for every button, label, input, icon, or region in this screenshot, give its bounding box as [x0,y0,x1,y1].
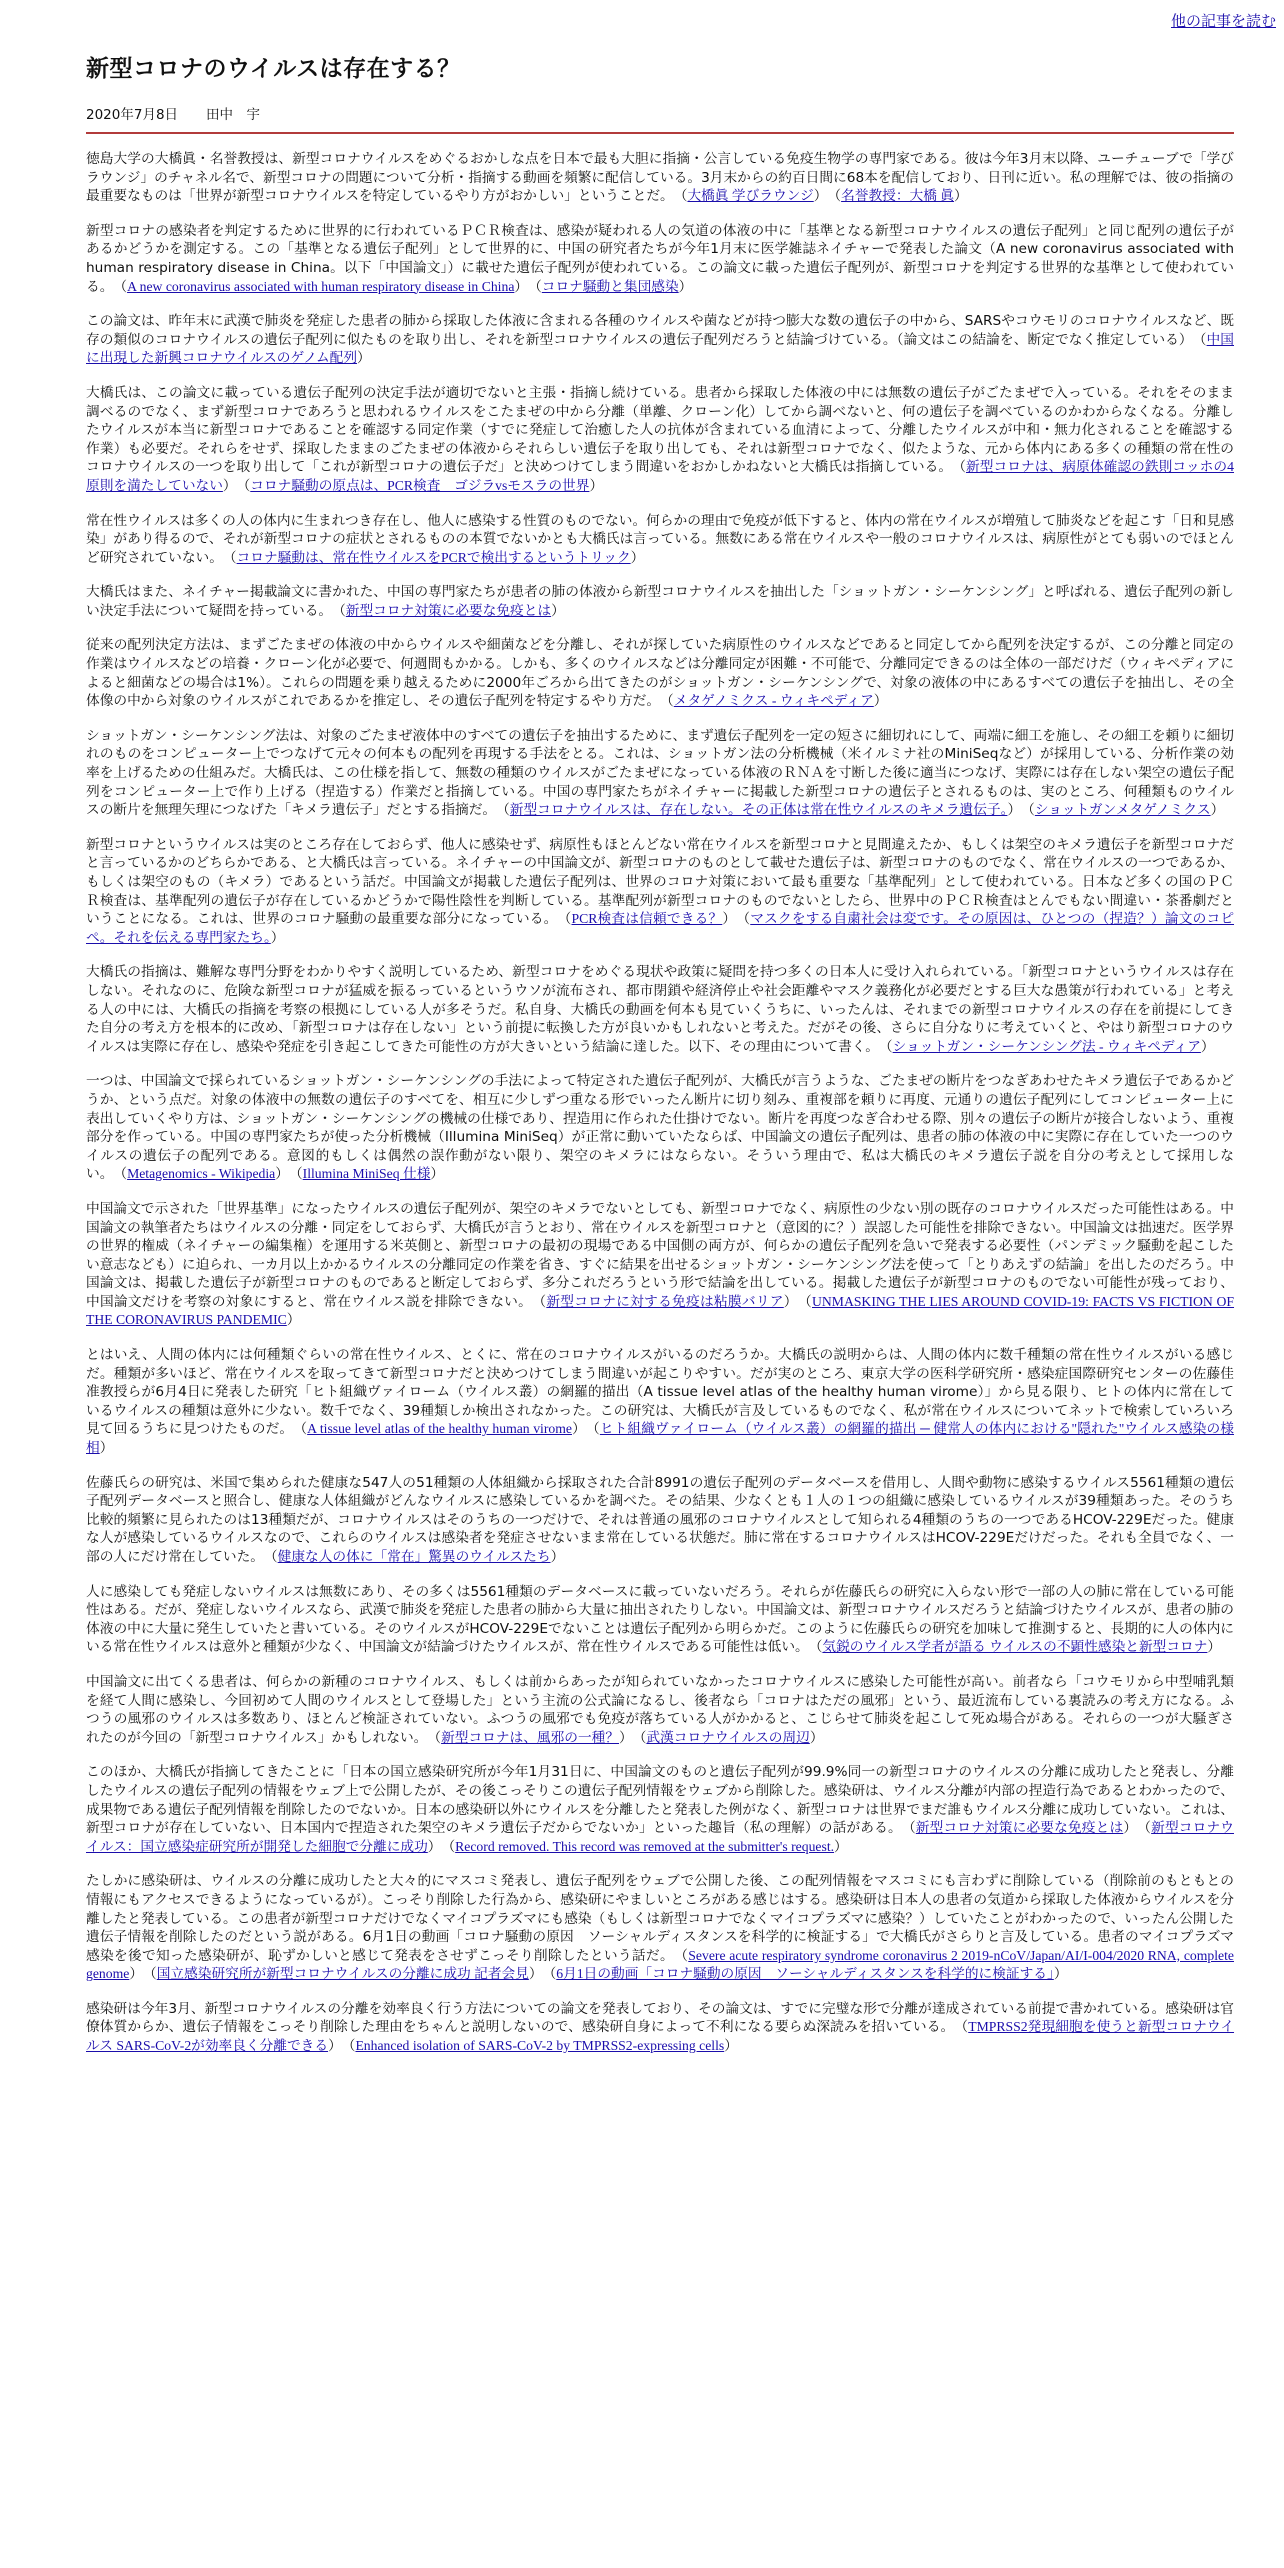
link-bracket-close: ） [550,1549,565,1565]
link-bracket-open: （ [489,802,510,819]
link-bracket-open: （ [579,1421,600,1438]
reference-link[interactable]: 新型コロナ対策に必要な免疫とは [915,1820,1124,1836]
link-bracket-close: ） [270,929,285,946]
paragraph-text: 佐藤氏らの研究は、米国で集められた健康な547人の51種類の人体組織から採取された合計8991の遺伝子配列のデータベースを借用し、人間や動物に感染するウイルス5561種類の遺伝子配列データベースと照合し、健康な人体組織がどんなウイルスに感染しているかを調べた。その結果、少なくとも１人の１つの組織に感染しているウイルスが39種類あった。そのうち比較的頻繁に見られたのは13種類だが、コロナウイルスはそのうちの一つだけで、それは普通の風邪のコロナウイルスとして知られる4種類のうちの一つであるHCOV-229Eだった。健康な人が感染しているウイルスなので、これらのウイルスは感染者を発症させないまま常在している状態だ。肺に常在するコロナウイルスはHCOV-229Eだけだった。それも全員でなく、一部の人にだけ常在していた。 [86,1474,1234,1565]
link-bracket-close: ） [430,1166,445,1183]
paragraph-text: 従来の配列決定方法は、まずごたまぜの体液の中からウイルスや細菌などを分離し、それが探していた病原性のウイルスなどであると同定してから配列を決定するが、この分離と同定の作業はウイルスなどの培養・クローン化が必要で、何週間もかかる。しかも、多くのウイルスなどは分離同定が困難・不可能で、分離同定できるのは全体の一部だけだ（ウィキペディアによると細菌などの場合は1%）。これらの問題を乗り越えるために2000年ごろから出てきたのがショットガン・シーケンシングで、対象の液体の中にあるすべての遺伝子を抽出し、その全体像の中から対象のウイルスがこれであるかを推定し、その遺伝子配列を特定するやり方だ。 [86,637,1234,710]
article-paragraph [86,384,1234,496]
reference-link[interactable]: 新型コロナウイルスは、存在しない。その正体は常在性ウイルスのキメラ遺伝子。 [509,802,1008,818]
link-bracket-open: （ [229,477,251,494]
reference-link[interactable]: 新型コロナに対する免疫は粘膜バリア [546,1293,784,1309]
link-bracket-open: （ [434,1838,456,1855]
reference-link[interactable]: メタゲノミクス - ウィキペディア [673,693,874,709]
reference-link[interactable]: Record removed. This record was removed at the submitter's request. [455,1838,835,1854]
link-bracket-close: ） [834,1838,848,1855]
link-bracket-close: ） [1053,1966,1068,1983]
reference-link[interactable]: 新型コロナ対策に必要な免疫とは [345,602,552,618]
article-paragraph [86,1763,1234,1856]
link-bracket-open: （ [667,1947,689,1964]
article-paragraph [86,963,1234,1056]
link-bracket-open: （ [550,911,572,928]
paragraph-text: 一つは、中国論文で採られているショットガン・シーケンシングの手法によって特定された遺伝子配列が、大橋氏が言うような、ごたまぜの断片をつなぎあわせたキメラ遺伝子であるかどうか、という点だ。対象の体液中の無数の遺伝子のすべてを、相互に少しずつ重なる形でいったん断片に切り刻み、重複部を頼りに再度、元通りの遺伝子配列にしてコンピューター上に表出していくやり方は、ショットガン・シーケンシングの機械の仕様であり、捏造用に作られた仕掛けでない。断片を再度つなぎ合わせる際、別々の遺伝子の断片が接合しないよう、重複部分を作っている。中国の専門家たちが使った分析機械（Illumina MiniSeq）が正常に動いていたならば、中国論文の遺伝子配列は、患者の肺の体液の中に実際に存在していた一つのウイルスの遺伝子の配列である。意図的もしくは偶然の誤作動がない限り、架空のキメラにはならない。そういう理由で、私は大橋氏のキメラ遺伝子説を自分の考えとして採用しない。 [86,1073,1234,1183]
link-bracket-close: ） [571,1421,580,1438]
link-bracket-open: （ [1185,331,1207,348]
link-bracket-open: （ [535,1966,557,1983]
article-paragraph [86,512,1234,568]
link-bracket-open: （ [525,1293,547,1310]
link-bracket-open: （ [625,1729,647,1746]
link-bracket-close: ） [589,477,604,494]
reference-link[interactable]: コロナ騒動と集団感染 [541,278,679,294]
paragraph-text: ショットガン・シーケンシング法は、対象のごたまぜ液体中のすべての遺伝子を抽出するために、まず遺伝子配列を一定の短さに細切れにして、両端に細工を施し、その細工を頼りに細切れのものをコンピューター上でつなげて元々の何本もの配列を再現する手法をとる。これは、ショットガン法の分析機械（米イルミナ社のMiniSeqなど）が採用している、分析作業の効率を上げるための仕組みだ。大橋氏は、この仕様を指して、無数の種類のウイルスがごたまぜになっている体液のＲＮＡを寸断した後に適当につなげ、実際には存在しない架空の遺伝子配列をコンピューター上で作り上げる（捏造する）作業だと指摘している。中国の専門家たちがネイチャーに掲載した新型コロナの遺伝子とされるものは、実のところ、何種類ものウイルスの断片を無理矢理につなげた「キメラ遺伝子」だとする指摘だ。 [86,727,1234,819]
link-bracket-close: ） [1123,1820,1131,1837]
paragraph-text: このほか、大橋氏が指摘してきたことに「日本の国立感染研究所が今年1月31日に、中国論文のものと遺伝子配列が99.9%同一の新型コロナのウイルスの分離に成功したと発表し、分離したウイルスの遺伝子配列の情報をウェブ上で公開したが、その後こっそりこの遺伝子配列情報をウェブから削除した。感染研は、ウイルス分離が内部の捏造行為であるとわかったので、成果物である遺伝子配列情報を削除したのでないか。日本の感染研以外にウイルスを分離したと発表した例がなく、新型コロナは世界でまだ誰もウイルス分離に成功していない。これは、新型コロナが存在していない、日本国内で捏造された架空のキメラ遺伝子だからでないか」といった趣旨（私の理解）の話がある。 [86,1764,1234,1837]
reference-link[interactable]: A tissue level atlas of the healthy human virome [307,1421,572,1437]
link-bracket-close: ） [328,2038,335,2055]
link-bracket-open: （ [282,1166,303,1183]
link-bracket-open: （ [801,1639,823,1656]
article-paragraph [86,1072,1234,1184]
paragraph-text: たしかに感染研は、ウイルスの分離に成功したと大々的にマスコミ発表し、遺伝子配列をウェブで公開した後、この配列情報をマスコミにも言わずに削除している（削除前のもともとの情報にもアクセスできるようになっているが）。こっそり削除した行為から、感染研にやましいところがある感じはする。感染研は日本人の患者の気道から採取した体液からウイルスを分離したと発表している。この患者が新型コロナだけでなくマイコプラズマにも感染（もしくは新型コロナでなくマイコプラズマに感染？）していたことがわかったので、いったん公開した遺伝子情報を削除したのだという説がある。6月1日の動画「コロナ騒動の原因 ソーシャルディスタンスを科学的に検証する」で大橋氏がさらりと言及している。患者のマイコプラズマ感染を後で知った感染研が、恥ずかしいと感じて発表をさせずこっそり削除したという話だ。 [86,1873,1234,1964]
link-bracket-close: ） [1007,802,1015,819]
link-bracket-open: （ [286,1421,308,1438]
link-bracket-close: ） [619,1729,626,1746]
article-paragraph [86,1346,1234,1458]
reference-link[interactable]: A new coronavirus associated with human respiratory disease in China [127,278,515,294]
paragraph-text: 新型コロナというウイルスは実のところ存在しておらず、他人に感染せず、病原性もほとんどない常在ウイルスを新型コロナと見間違えたか、もしくは架空のキメラ遺伝子を新型コロナだと言っているかのどちらかである、と大橋氏は言っている。ネイチャーの中国論文が、新型コロナのものとして載せた遺伝子は、新型コロナのものでなく、常在ウイルスの一つであるか、もしくは架空のもの（キメラ）であるという話だ。中国論文が掲載した遺伝子配列は、世界のコロナ対策において最も重要な「基準配列」として使われている。日本など多くの国のＰＣＲ検査は、基準配列の遺伝子が存在しているかどうかで陽性陰性を判断している。基準配列が新型コロナのものでないとしたら、世界中のＰＣＲ検査はとんでもない間違い・茶番劇だということになる。これは、世界のコロナ騒動の最重要な部分になっている。 [86,836,1234,928]
link-bracket-open: （ [334,2038,356,2055]
reference-link[interactable]: 大橋眞 学びラウンジ [687,188,814,204]
link-bracket-open: （ [1014,802,1035,819]
article-paragraph [86,836,1234,948]
link-bracket-close: ） [286,1312,301,1329]
article-paragraph [86,150,1234,206]
link-bracket-open: （ [257,1549,278,1565]
other-articles-link[interactable]: 他の記事を読む [1170,12,1276,30]
link-bracket-close: ） [275,1166,283,1183]
link-bracket-close: ） [809,1729,824,1746]
link-bracket-open: （ [106,278,128,295]
paragraph-text: 大橋氏はまた、ネイチャー掲載論文に書かれた、中国の専門家たちが患者の肺の体液から新型コロナウイルスを抽出した「ショットガン・シーケンシング」と呼ばれる、遺伝子配列の新しい決定手法について疑問を持っている。 [86,584,1234,619]
reference-link[interactable]: UNMASKING THE LIES AROUND COVID-19: FACTS VS FICTION OF THE CORONAVIRUS PANDEMIC [86,1293,1235,1328]
reference-link[interactable]: TMPRSS2発現細胞を使うと新型コロナウイルス SARS-CoV-2が効率良く分離できる [86,2019,1235,2054]
reference-link[interactable]: 名誉教授：大橋 眞 [841,188,955,204]
link-bracket-close: ） [129,1966,137,1983]
link-bracket-open: （ [820,188,842,205]
link-bracket-close: ） [873,693,888,710]
article-paragraph [86,222,1234,296]
link-bracket-close: ） [724,2038,738,2055]
paragraph-text: 徳島大学の大橋眞・名誉教授は、新型コロナウイルスをめぐるおかしな点を日本で最も大胆に指摘・公言している免疫生物学の専門家である。彼は今年3月末以降、ユーチューブで「学びラウンジ」のチャネル名で、新型コロナの問題について分析・指摘する動画を頻繁に配信している。3月末からの約百日間に68本を配信しており、日刊に近い。私の理解では、彼の指摘の最重要なものは「世界が新型コロナウイルスを特定しているやり方がおかしい」ということだ。 [86,151,1234,205]
byline [86,103,1234,134]
reference-link[interactable]: マスクをする自粛社会は変です。その原因は、ひとつの（捏造？）論文のコピペ。それを伝える専門家たち。 [86,911,1235,945]
paragraph-text: 大橋氏の指摘は、難解な専門分野をわかりやすく説明しているため、新型コロナをめぐる現状や政策に疑問を持つ多くの日本人に受け入れられている。「新型コロナというウイルスは存在しない。それなのに、危険な新型コロナが猛威を振るっているというウソが流布され、都市閉鎖や経済停止や社会距離やマスク義務化が必要だとする巨大な愚策が行われている」と考える人の中には、大橋氏の指摘を考察の根拠にしている人が多そうだ。私自身、大橋氏の動画を何本も見ていくうちに、いったんは、それまでの新型コロナウイルスの存在を前提にしてきた自分の考え方を根本的に改め、「新型コロナは存在しない」という前提に転換した方が良いかもしれないと考えた。だがその後、さらに自分なりに考えていくと、やはり新型コロナのウイルスは実際に存在し、感染や発症を引き起こしてきた可能性の方が大きいという結論に達した。以下、その理由について書く。 [86,964,1234,1055]
reference-link[interactable]: PCR検査は信頼できる？ [571,911,723,927]
reference-link[interactable]: ヒト組織ヴァイローム（ウイルス叢）の網羅的描出 ─ 健常人の体内における"隠れた"ウイルス感染の様相 [86,1421,1234,1456]
link-bracket-open: （ [325,602,346,619]
article-paragraph [86,1474,1234,1567]
article-paragraph [86,1872,1234,1984]
reference-link[interactable]: Severe acute respiratory syndrome coronavirus 2 2019-nCoV/Japan/AI/I-004/2020 RNA, complete genome [86,1947,1234,1982]
article-body [86,150,1234,2056]
link-bracket-open: （ [729,911,751,928]
paragraph-text: 新型コロナの感染者を判定するために世界的に行われているＰＣＲ検査は、感染が疑われる人の気道の体液の中に「基準となる新型コロナウイルスの遺伝子配列」と同じ配列の遺伝子があるかどうかを測定する。この「基準となる遺伝子配列」として世界的に、中国の研究者たちが今年1月末に医学雑誌ネイチャーで発表した論文（A new coronavirus associated with human respiratory disease in China。以下「中国論文」）に載せた遺伝子配列が使われている。この論文に載った遺伝子配列が、新型コロナを判定する世界的な基準として使われている。 [86,222,1234,295]
article-paragraph [86,2000,1234,2056]
reference-link[interactable]: Illumina MiniSeq 仕様 [302,1166,431,1182]
reference-link[interactable]: Metagenomics - Wikipedia [127,1166,276,1182]
article-paragraph [86,312,1234,368]
reference-link[interactable]: 健康な人の体に「常在」驚異のウイルスたち [277,1549,551,1564]
reference-link[interactable]: 中国に出現した新興コロナウイルスのゲノム配列 [86,331,1234,366]
paragraph-text: この論文は、昨年末に武漢で肺炎を発症した患者の肺から採取した体液に含まれる各種のウイルスや菌などが持つ膨大な数の遺伝子の中から、SARSやコウモリのコロナウイルスなど、既存の類似のコロナウイルスの遺伝子配列に似たものを取り出し、それを新型コロナウイルスの遺伝子配列だろうと結論づけている。（論文はこの結論を、断定でなく推定している） [86,313,1234,348]
reference-link[interactable]: 新型コロナは、風邪の一種？ [441,1729,620,1745]
link-bracket-open: （ [894,1820,916,1837]
link-bracket-close: ） [551,602,565,619]
link-bracket-close: ） [954,188,968,205]
link-bracket-close: ） [722,911,730,928]
link-bracket-open: （ [947,2019,969,2036]
reference-link[interactable]: 新型コロナウイルス：国立感染症研究所が開発した細胞で分離に成功 [86,1820,1234,1854]
reference-link[interactable]: 新型コロナは、病原体確認の鉄則コッホの4原則を満たしていない [86,459,1234,493]
reference-link[interactable]: ショットガン・シーケンシング法 - ウィキペディア [892,1038,1201,1054]
link-bracket-close: ） [99,1440,114,1457]
paragraph-text: 中国論文で示された「世界基準」になったウイルスの遺伝子配列が、架空のキメラでないとしても、新型コロナでなく、病原性の少ない別の既存のコロナウイルスだった可能性はある。中国論文の執筆者たちはウイルスの分離・同定をしておらず、大橋氏が言うとおり、常在ウイルスを新型コロナと（意図的に？）誤認した可能性を排除できない。中国論文は拙速だ。医学界の世界的権威（ネイチャーの編集権）を運用する米英側と、新型コロナの最初の現場である中国側の両方が、何らかの遺伝子配列を急いで発表する必要性（パンデミック騒動を起こしたい意志なども）に迫られ、一カ月以上かかるウイルスの分離同定の作業を省き、すぐに結果を出せるショットガン・シーケンシング法を使って「とりあえずの結論」を出したのだろう。中国論文は、掲載した遺伝子が新型コロナのものであると断定しておらず、多分これだろうという形で結論を出している。掲載した遺伝子が新型コロナのものでない可能性が残っており、中国論文だけを考察の対象にすると、常在ウイルス説を排除できない。 [86,1200,1234,1310]
article-paragraph [86,1673,1234,1747]
reference-link[interactable]: 気鋭のウイルス学者が語る ウイルスの不顕性感染と新型コロナ [822,1639,1208,1655]
link-bracket-close: ） [1200,1038,1215,1055]
link-bracket-close: ） [1207,1639,1222,1656]
link-bracket-open: （ [521,278,542,295]
article-author: 田中 宇 [206,107,261,123]
link-bracket-open: （ [790,1293,812,1310]
link-bracket-close: ） [1210,802,1225,819]
paragraph-text: 感染研は今年3月、新型コロナウイルスの分離を効率良く行う方法についての論文を発表しており、その論文は、すでに完璧な形で分離が達成されている前提で書かれている。感染研は官僚体質からか、遺伝子情報をこっそり削除した理由をちゃんと説明しないので、感染研自身によって不利になる要らぬ深読みを招いている。 [86,2000,1234,2036]
link-bracket-open: （ [106,1166,128,1183]
link-bracket-open: （ [945,459,966,476]
link-bracket-close: ） [813,188,821,205]
link-bracket-close: ） [528,1966,536,1983]
article [86,0,1234,2072]
reference-link[interactable]: コロナ騒動の原点は、PCR検査 ゴジラvsモスラの世界 [250,477,590,493]
reference-link[interactable]: 国立感染研究所が新型コロナウイルスの分離に成功 記者会見 [156,1966,529,1982]
article-paragraph [86,1583,1234,1657]
link-bracket-close: ） [783,1293,791,1310]
link-bracket-close: ） [222,477,230,494]
link-bracket-close: ） [357,350,371,367]
article-date: 2020年7月8日 [86,107,179,123]
paragraph-text: とはいえ、人間の体内には何種類ぐらいの常在性ウイルス、とくに、常在のコロナウイルスがいるのだろうか。大橋氏の説明からは、人間の体内に数千種類の常在性ウイルスがいる感じだ。種類が多いほど、常在ウイルスを取ってきて新型コロナだと決めつけてしまう間違いが起こりやすい。だが実のところ、東京大学の医科学研究所・感染症国際研究センターの佐藤佳准教授らが6月4日に発表した研究「ヒト組織ヴァイローム（ウイルス叢）の網羅的描出（A tissue level atlas of the healthy human virome）」から見る限り、ヒトの体内に常在しているウイルスの種類は意外に少ない。数千でなく、39種類しか検出されなかった。この研究は、大橋氏が言及しているものでなく、私が常在ウイルスについてネットで検索していろいろ見て回るうちに見つけたものだ。 [86,1347,1234,1438]
link-bracket-open: （ [666,188,688,205]
link-bracket-close: ） [678,278,693,295]
link-bracket-close: ） [630,549,645,566]
reference-link[interactable]: 6月1日の動画「コロナ騒動の原因 ソーシャルディスタンスを科学的に検証する」 [556,1966,1054,1982]
article-paragraph [86,636,1234,710]
link-bracket-open: （ [1130,1820,1152,1837]
link-bracket-close: ） [427,1838,435,1855]
paragraph-text: 人に感染しても発症しないウイルスは無数にあり、その多くは5561種類のデータベースに載っていないだろう。それらが佐藤氏らの研究に入らない形で一部の人の肺に常在している可能性はある。だが、発症しないウイルスなら、武漢で肺炎を発症した患者の肺から大量に抽出されたりしない。中国論文は、新型コロナウイルスだろうと結論づけたウイルスが、患者の肺の体液の中に大量に発生していたと書いている。そのウイルスがHCOV-229Eでないことは遺伝子配列から明らかだ。このように佐藤氏らの研究を加味して推測すると、長期的に人の体内にいる常在性ウイルスは意外と種類が少なく、中国論文が結論づけたウイルスが、常在性ウイルスである可能性は低い。 [86,1583,1234,1656]
link-bracket-open: （ [136,1966,157,1983]
reference-link[interactable]: 武漢コロナウイルスの周辺 [646,1729,810,1745]
article-paragraph [86,727,1234,820]
article-title: 新型コロナのウイルスは存在する？ [86,56,461,82]
paragraph-text: 中国論文に出てくる患者は、何らかの新種のコロナウイルス、もしくは前からあったが知られていなかったコロナウイルスに感染した可能性が高い。前者なら「コウモリから中型哺乳類を経て人間に感染し、今回初めて人間のウイルスとして登場した」という主流の公式論になるし、後者なら「コロナはただの風邪」という、最近流布している裏読みの考え方になる。ふつうの風邪のウイルスは多数あり、ほとんど検証されていない。ふつうの風邪でも免疫が落ちている人がかかると、こじらせて肺炎を起こして死ぬ場合がある。それらの一つが大騒ぎされたのが今回の「新型コロナウイルス」かもしれない。 [86,1673,1234,1746]
link-bracket-close: ） [514,278,522,295]
article-paragraph [86,1200,1234,1330]
link-bracket-open: （ [872,1038,893,1055]
reference-link[interactable]: コロナ騒動は、常在性ウイルスをPCRで検出するというトリック [236,549,631,565]
reference-link[interactable]: Enhanced isolation of SARS-CoV-2 by TMPRSS2-expressing cells [355,2038,725,2054]
paragraph-text: 常在性ウイルスは多くの人の体内に生まれつき存在し、他人に感染する性質のものでない。何らかの理由で免疫が低下すると、体内の常在ウイルスが増殖して肺炎などを起こす「日和見感染」があり得るので、それが新型コロナの症状とされるものの本質でないかとも大橋氏は言っている。無数にある常在ウイルスや一般のコロナウイルスは、病原性がとても弱いのでほとんど研究されていない。 [86,512,1234,566]
reference-link[interactable]: ショットガンメタゲノミクス [1034,802,1211,818]
link-bracket-open: （ [420,1729,442,1746]
paragraph-text: 大橋氏は、この論文に載っている遺伝子配列の決定手法が適切でないと主張・指摘し続けている。患者から採取した体液の中には無数の遺伝子がごたまぜで入っている。それをそのまま調べるのでなく、まず新型コロナであろうと思われるウイルスをこたまぜの中から分離（単離、クローン化）してから調べないと、何の遺伝子を調べているのかわからなくなる。分離したウイルスが本当に新型コロナであることを確認する同定作業（すでに発症して治癒した人の抗体が含まれている血清によって、分離したウイルスが中和・無力化されることを確認する作業）も必要だ。それらをせず、採取したままのごたまぜの体液からそれらしい遺伝子を取り出しても、それは新型コロナでなく、似たような、元から体内にある多くの種類の常在性のコロナウイルスの一つを取り出して「これが新型コロナの遺伝子だ」と決めつけてしまう間違いをおかしかねないと大橋氏は指摘している。 [86,384,1234,476]
link-bracket-open: （ [653,693,674,710]
link-bracket-open: （ [216,549,237,566]
article-paragraph [86,583,1234,620]
